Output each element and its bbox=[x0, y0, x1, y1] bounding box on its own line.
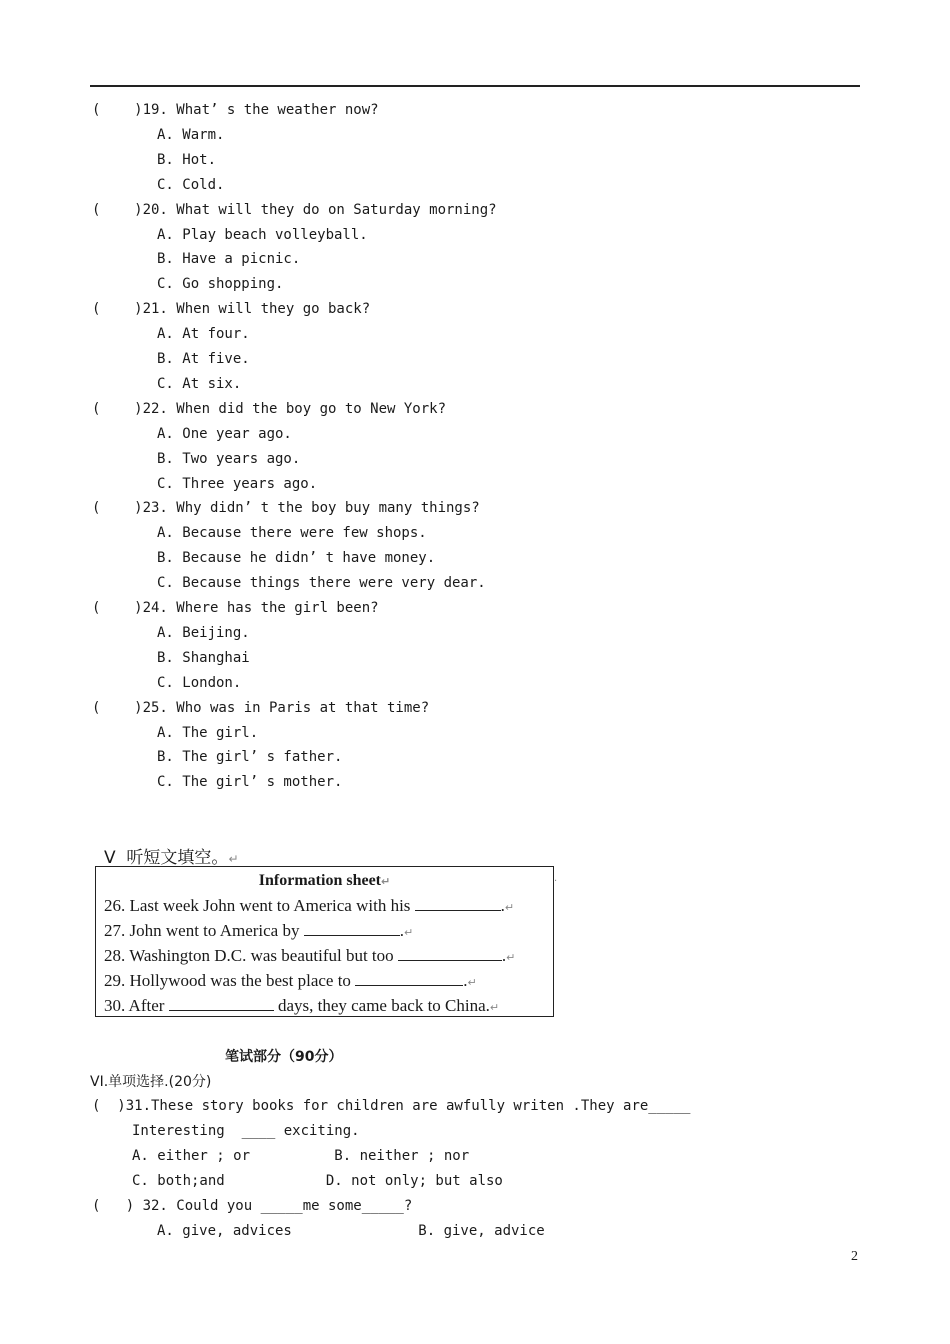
question-23-option-c: C. Because things there were very dear. bbox=[157, 575, 486, 592]
question-20-option-b: B. Have a picnic. bbox=[157, 251, 301, 268]
question-19-option-a: A. Warm. bbox=[157, 126, 225, 143]
question-32-options: A. give, advices B. give, advice bbox=[157, 1223, 545, 1239]
question-23-option-b: B. Because he didn’ t have money. bbox=[157, 550, 436, 567]
question-31-options-ab: A. either ; or B. neither ; nor bbox=[132, 1148, 470, 1164]
question-20-stem: ( )20. What will they do on Saturday morning? bbox=[92, 201, 497, 218]
question-31-stem-cont: Interesting ____ exciting. bbox=[132, 1123, 360, 1139]
edge-mark: · bbox=[554, 876, 558, 887]
question-22-stem: ( )22. When did the boy go to New York? bbox=[92, 400, 447, 417]
blank-30 bbox=[169, 996, 274, 1011]
information-sheet-box bbox=[95, 866, 554, 1017]
fill-line-29: 29. Hollywood was the best place to .↵ bbox=[104, 971, 477, 990]
question-24-option-b: B. Shanghai bbox=[157, 649, 250, 666]
question-21-option-b: B. At five. bbox=[157, 351, 250, 367]
question-31-stem: ( )31.These story books for children are awfully writen .They are_____ bbox=[92, 1098, 691, 1114]
header-rule bbox=[90, 85, 860, 87]
blank-27 bbox=[304, 921, 400, 936]
question-24-option-a: A. Beijing. bbox=[157, 624, 250, 641]
fill-line-27: 27. John went to America by .↵ bbox=[104, 921, 414, 940]
blank-29 bbox=[355, 971, 463, 986]
question-21-option-a: A. At four. bbox=[157, 326, 250, 343]
question-19-stem: ( )19. What’ s the weather now? bbox=[92, 102, 379, 118]
question-32-stem: ( ) 32. Could you _____me some_____? bbox=[92, 1198, 413, 1214]
question-21-option-c: C. At six. bbox=[157, 375, 242, 392]
question-25-option-a: A. The girl. bbox=[157, 724, 259, 741]
blank-26 bbox=[415, 896, 501, 911]
question-24-stem: ( )24. Where has the girl been? bbox=[92, 600, 379, 616]
question-23-stem: ( )23. Why didn’ t the boy buy many things? bbox=[92, 500, 480, 517]
written-part-heading: 笔试部分（90分） bbox=[225, 1049, 343, 1065]
question-25-option-c: C. The girl’ s mother. bbox=[157, 774, 343, 791]
question-23-option-a: A. Because there were few shops. bbox=[157, 525, 427, 542]
enter-mark: ↵ bbox=[228, 852, 239, 866]
fill-line-28: 28. Washington D.C. was beautiful but too .↵ bbox=[104, 946, 516, 965]
question-20-option-c: C. Go shopping. bbox=[157, 276, 284, 293]
question-19-option-c: C. Cold. bbox=[157, 176, 225, 193]
question-21-stem: ( )21. When will they go back? bbox=[92, 301, 371, 318]
question-22-option-a: A. One year ago. bbox=[157, 425, 292, 442]
section-6-heading: VI.单项选择.(20分) bbox=[90, 1074, 212, 1090]
section-5-heading: V 听短文填空。↵ bbox=[104, 848, 239, 868]
question-22-option-b: B. Two years ago. bbox=[157, 450, 301, 467]
page-number: 2 bbox=[851, 1249, 858, 1264]
question-31-options-cd: C. both;and D. not only; but also bbox=[132, 1173, 503, 1189]
fill-line-26: 26. Last week John went to America with his .↵ bbox=[104, 896, 515, 915]
fill-line-30: 30. After days, they came back to China.↵ bbox=[104, 996, 500, 1015]
question-25-option-b: B. The girl’ s father. bbox=[157, 749, 343, 766]
blank-28 bbox=[398, 946, 502, 961]
question-24-option-c: C. London. bbox=[157, 674, 242, 691]
information-sheet-title: Information sheet↵ bbox=[258, 872, 391, 889]
question-19-option-b: B. Hot. bbox=[157, 151, 217, 168]
question-20-option-a: A. Play beach volleyball. bbox=[157, 226, 368, 243]
question-22-option-c: C. Three years ago. bbox=[157, 475, 318, 492]
question-25-stem: ( )25. Who was in Paris at that time? bbox=[92, 699, 430, 716]
